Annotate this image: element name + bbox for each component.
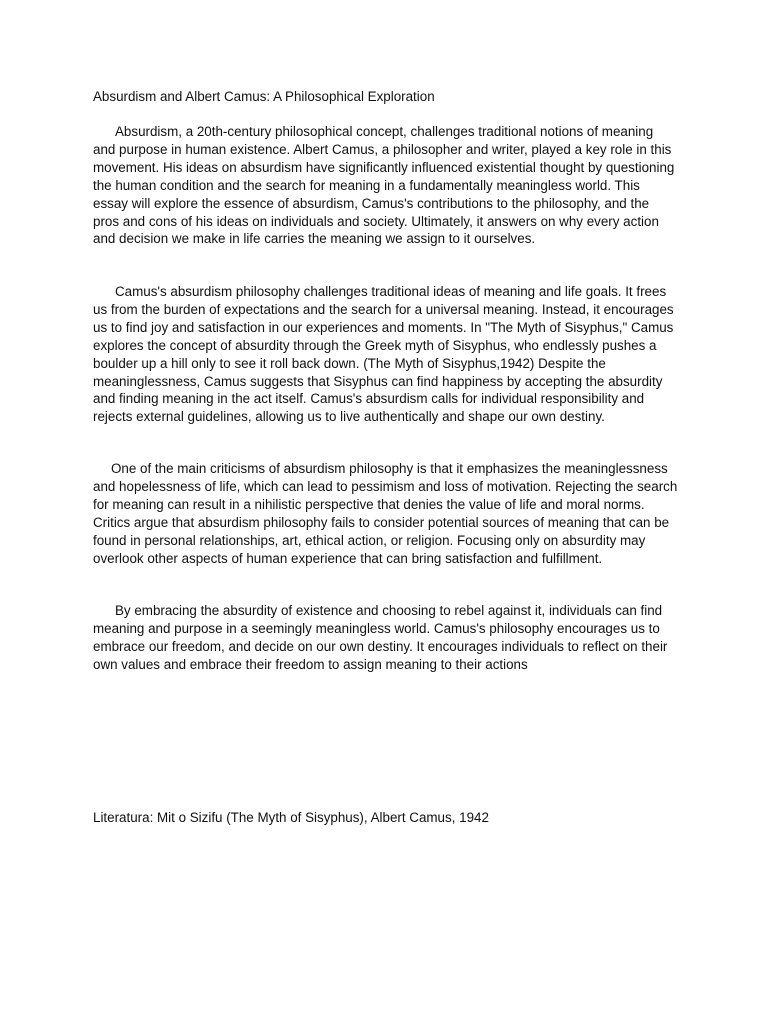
document-title: Absurdism and Albert Camus: A Philosophical Exploration [93, 89, 435, 104]
paragraph-introduction: Absurdism, a 20th-century philosophical concept, challenges traditional notions of meaning and purpose in human existence. Albert Camus, a philosopher and writer, played a key role in this movement. His ideas on absurdism have significantly influenced existential thought by questioning the human condition and the search for meaning in a fundamentally meaningless world. This essay will explore the essence of absurdism, Camus's contributions to the philosophy, and the pros and cons of his ideas on individuals and society. Ultimately, it answers on why every action and decision we make in life carries the meaning we assign to it ourselves. [93, 124, 675, 247]
paragraph-camus-philosophy: Camus's absurdism philosophy challenges traditional ideas of meaning and life goals. It frees us from the burden of expectations and the search for a universal meaning. Instead, it encourages us to find joy and satisfaction in our experiences and moments. In "The Myth of Sisyphus," Camus explores the concept of absurdity through the Greek myth of Sisyphus, who endlessly pushes a boulder up a hill only to see it roll back down. (The Myth of Sisyphus,1942) Despite the meaninglessness, Camus suggests that Sisyphus can find happiness by accepting the absurdity and finding meaning in the act itself. Camus's absurdism calls for individual responsibility and rejects external guidelines, allowing us to live authentically and shape our own destiny. [93, 284, 674, 425]
paragraph-criticisms: One of the main criticisms of absurdism philosophy is that it emphasizes the meaninglessness and hopelessness of life, which can lead to pessimism and loss of motivation. Rejecting the search for meaning can result in a nihilistic perspective that denies the value of life and moral norms. Critics argue that absurdism philosophy fails to consider potential sources of meaning that can be found in personal relationships, art, ethical action, or religion. Focusing only on absurdity may overlook other aspects of human experience that can bring satisfaction and fulfillment. [93, 461, 678, 566]
reference-line: Literatura: Mit o Sizifu (The Myth of Sisyphus), Albert Camus, 1942 [93, 810, 489, 825]
paragraph-conclusion: By embracing the absurdity of existence and choosing to rebel against it, individuals can find meaning and purpose in a seemingly meaningless world. Camus's philosophy encourages us to embrace our freedom, and decide on our own destiny. It encourages individuals to reflect on their own values and embrace their freedom to assign meaning to their actions [93, 603, 668, 672]
